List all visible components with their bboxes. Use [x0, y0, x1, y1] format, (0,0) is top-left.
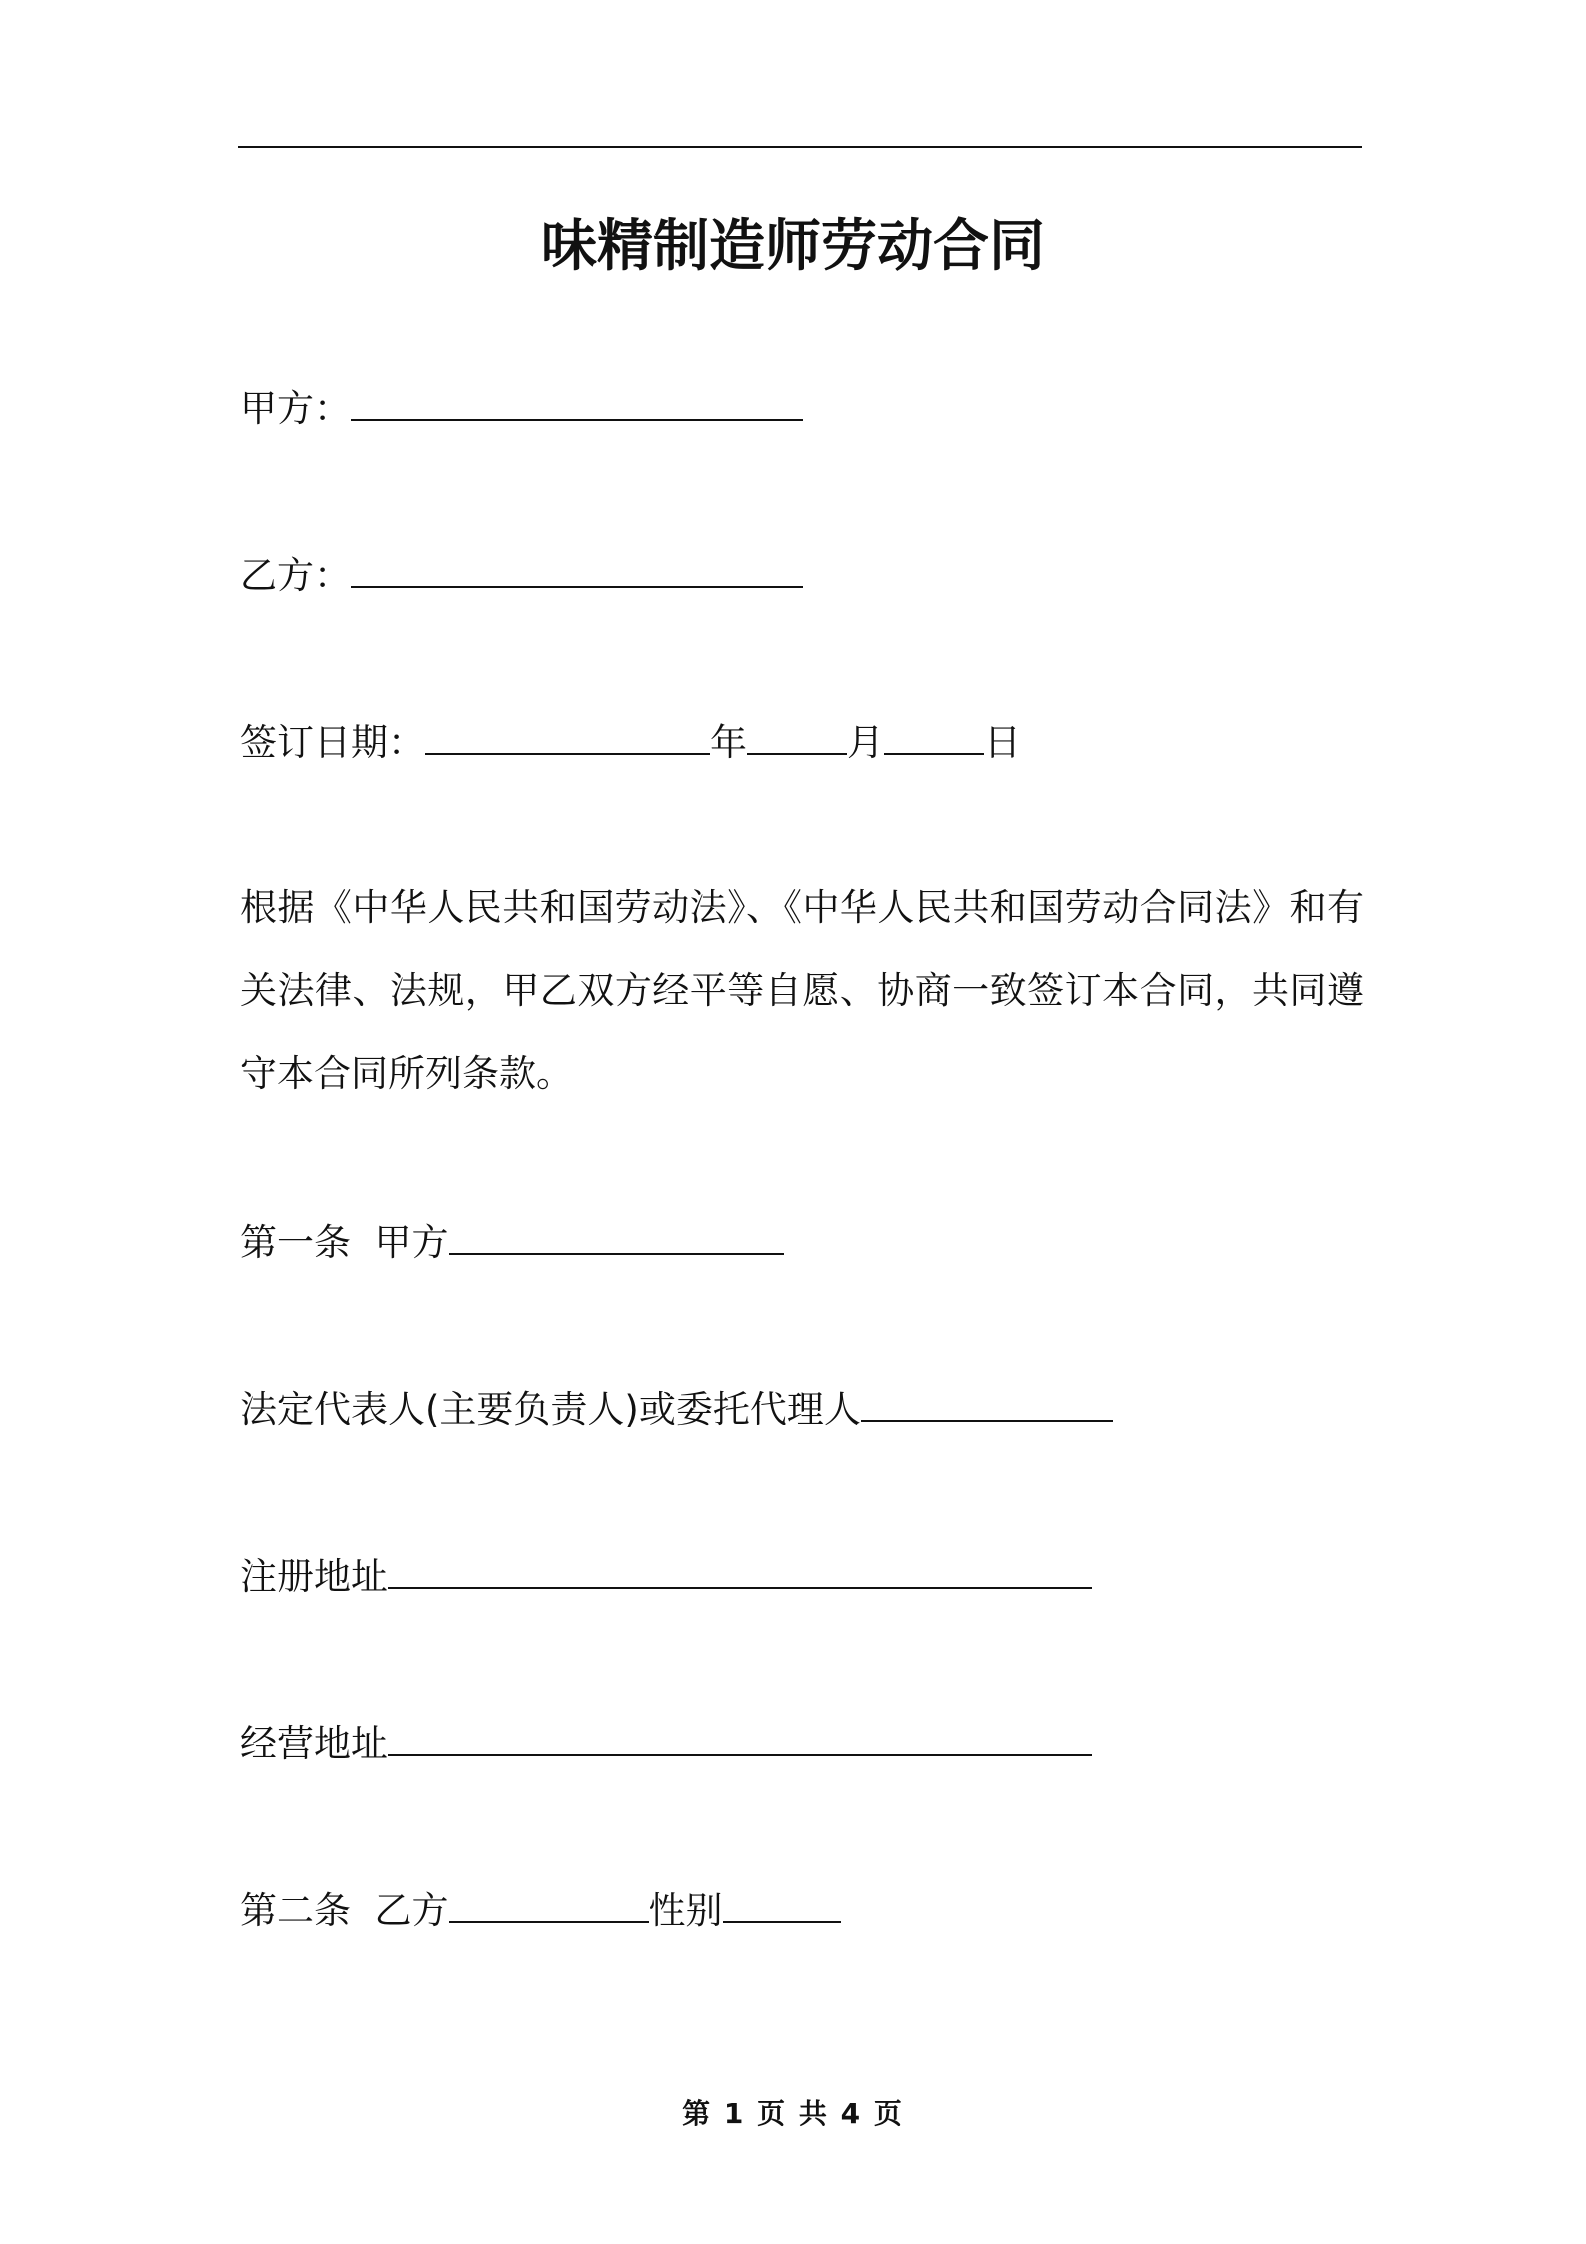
- party-b-blank[interactable]: [351, 550, 803, 588]
- month-label: 月: [847, 721, 884, 764]
- gender-label: 性别: [648, 1889, 723, 1932]
- sign-date-label: 签订日期：: [240, 721, 425, 764]
- sign-date-line: [240, 717, 1021, 768]
- article1-blank[interactable]: [449, 1217, 784, 1255]
- registered-address-blank[interactable]: [388, 1551, 1092, 1589]
- legal-rep-blank[interactable]: [861, 1384, 1113, 1422]
- party-b-line: [240, 550, 803, 601]
- registered-address-line: [240, 1551, 1092, 1602]
- article2-label: 第二条 乙方: [240, 1889, 449, 1932]
- registered-address-label: 注册地址: [240, 1555, 388, 1598]
- header-rule: [238, 146, 1362, 148]
- sign-month-blank[interactable]: [747, 717, 847, 755]
- party-a-blank[interactable]: [351, 383, 803, 421]
- day-label: 日: [984, 721, 1021, 764]
- business-address-blank[interactable]: [388, 1718, 1092, 1756]
- gender-blank[interactable]: [723, 1885, 841, 1923]
- article2-name-blank[interactable]: [449, 1885, 649, 1923]
- legal-rep-label: 法定代表人(主要负责人)或委托代理人: [240, 1388, 861, 1431]
- business-address-line: [240, 1718, 1092, 1769]
- party-a-label: 甲方：: [240, 387, 351, 430]
- party-a-line: [240, 383, 803, 434]
- article2-line: [240, 1885, 841, 1936]
- business-address-label: 经营地址: [240, 1722, 388, 1765]
- sign-year-blank[interactable]: [425, 717, 710, 755]
- page-indicator: 第 1 页 共 4 页: [682, 2097, 904, 2130]
- document-title: 味精制造师劳动合同: [541, 214, 1045, 279]
- sign-day-blank[interactable]: [884, 717, 984, 755]
- party-b-label: 乙方：: [240, 554, 351, 597]
- article1-line: [240, 1217, 784, 1268]
- article1-label: 第一条 甲方: [240, 1221, 449, 1264]
- intro-paragraph: 根据《中华人民共和国劳动法》、《中华人民共和国劳动合同法》和有关法律、法规，甲乙双方经平等自愿、协商一致签订本合同，共同遵守本合同所列条款。: [240, 886, 1364, 1095]
- year-label: 年: [710, 721, 747, 764]
- legal-rep-line: [240, 1384, 1113, 1435]
